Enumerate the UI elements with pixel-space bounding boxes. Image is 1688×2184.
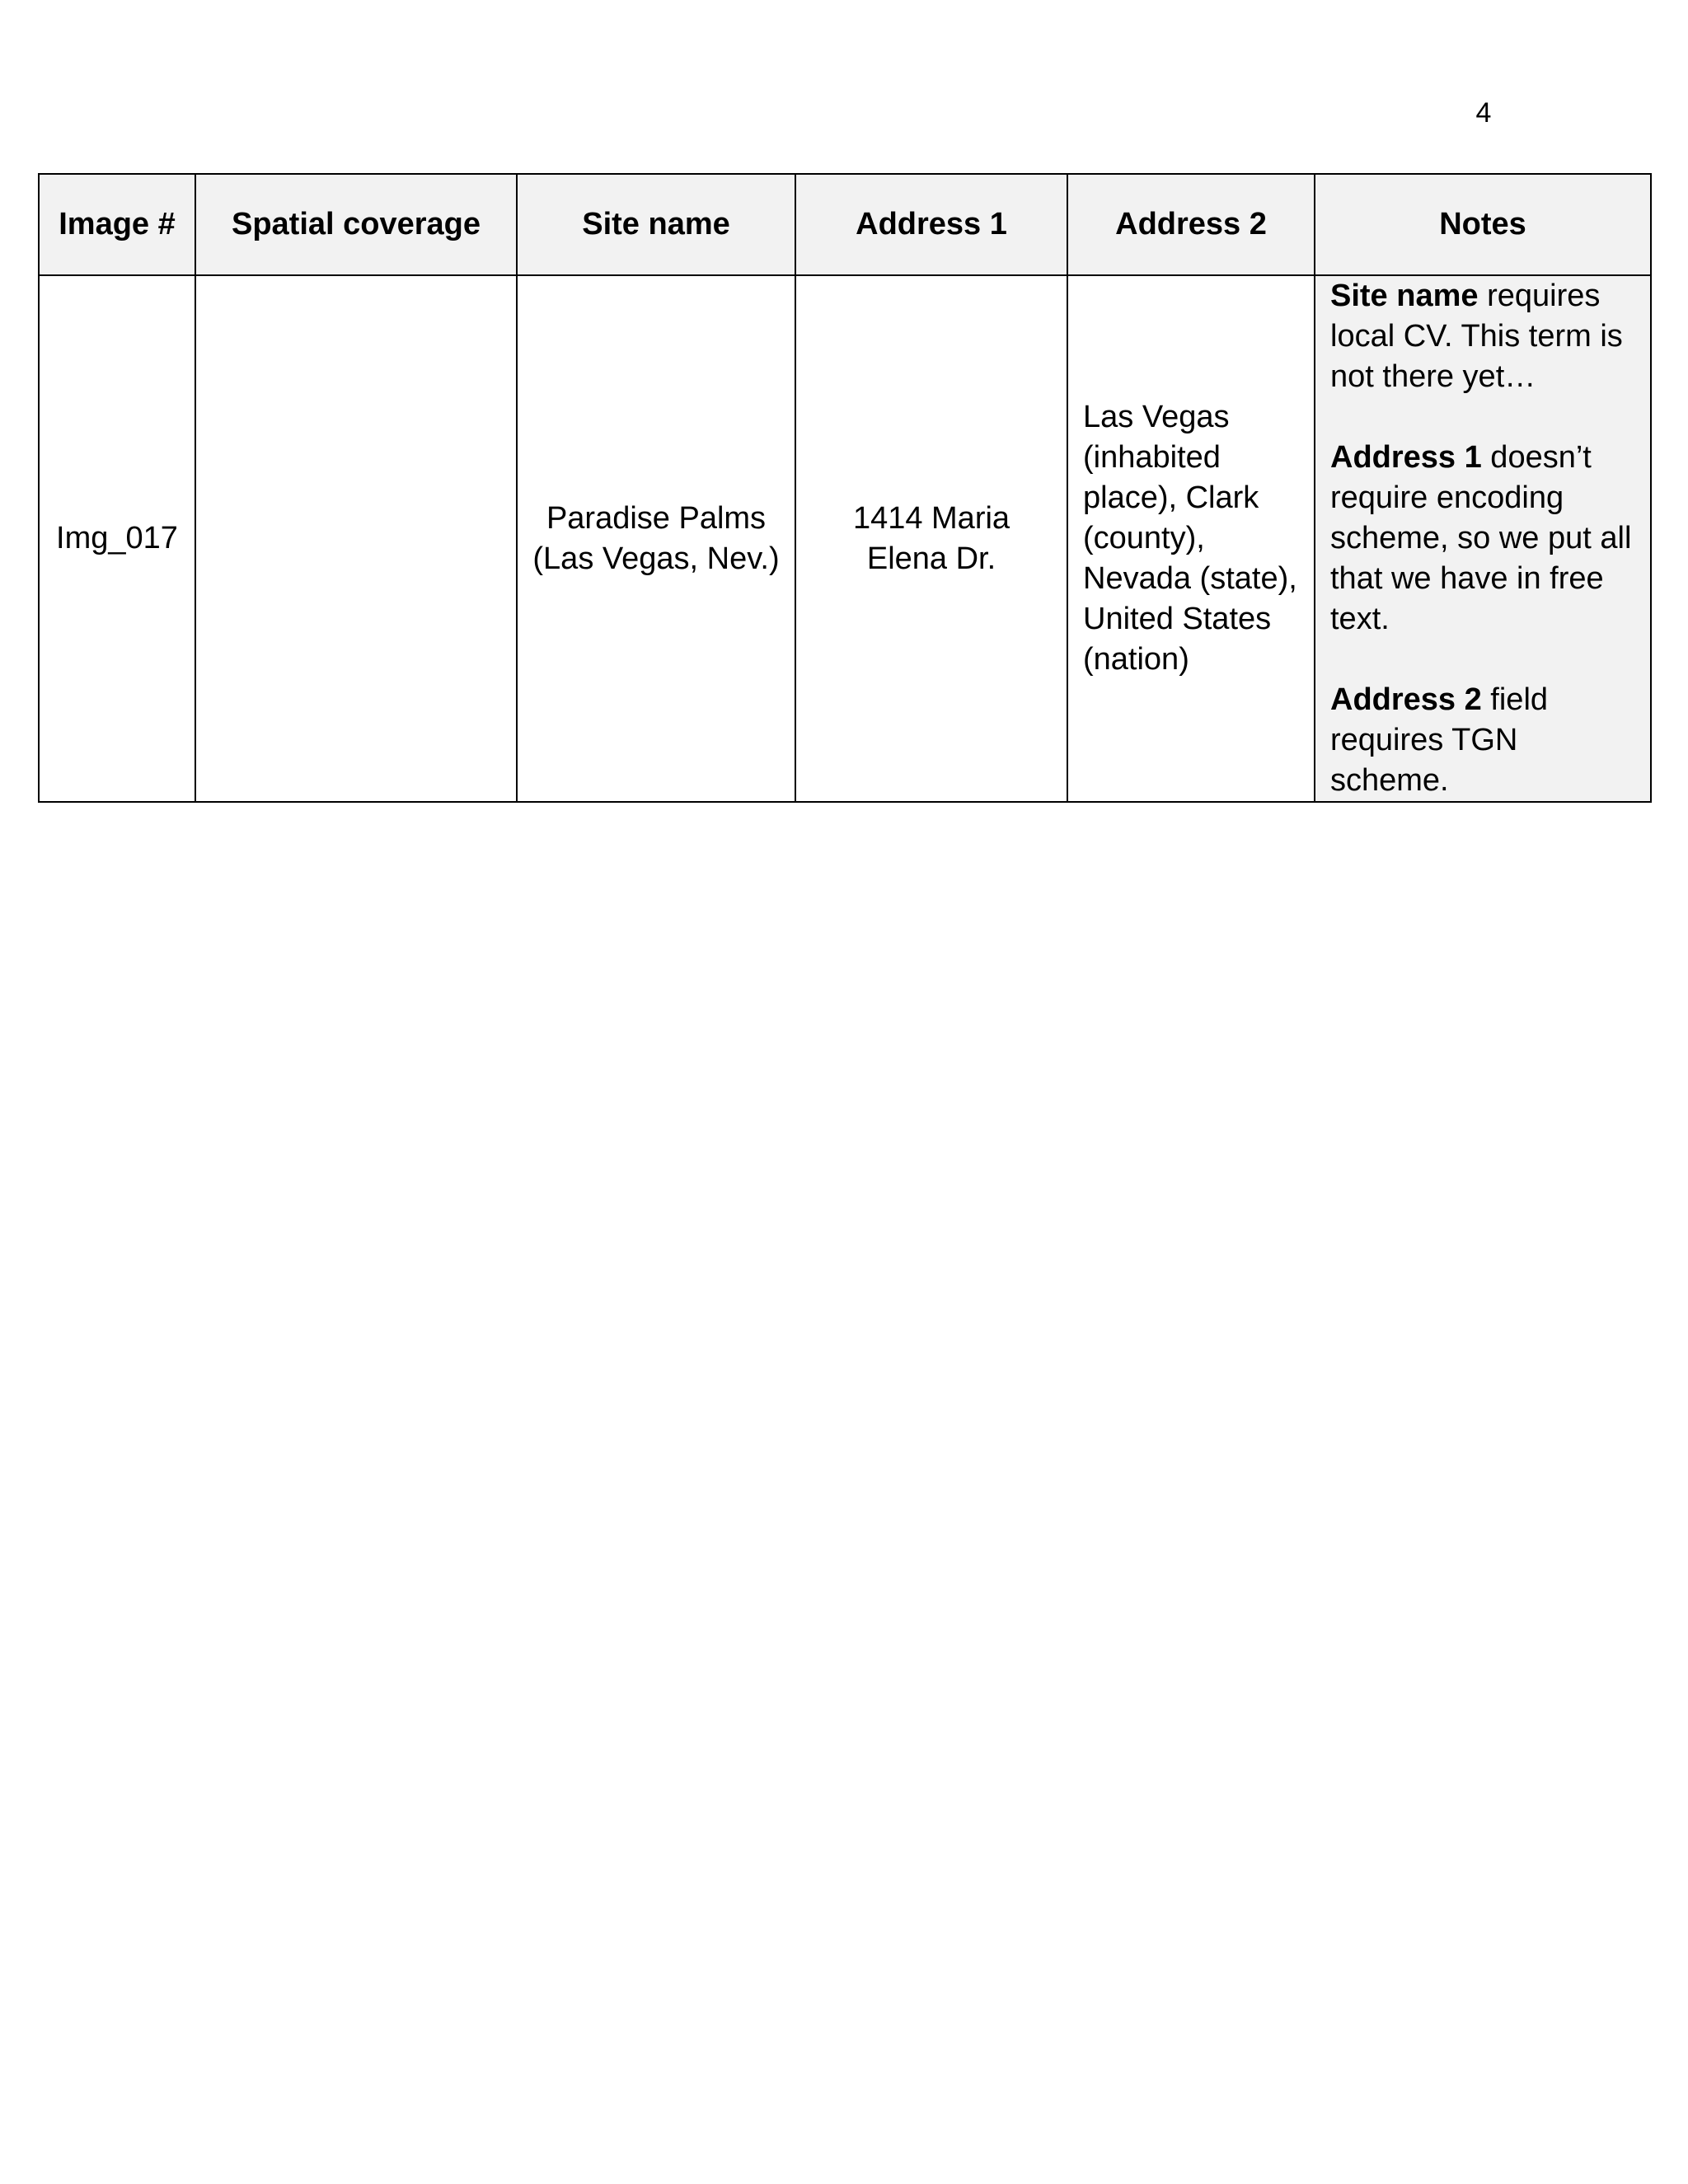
header-image-number: Image # bbox=[39, 174, 195, 275]
cell-image-number: Img_017 bbox=[39, 275, 195, 802]
header-site-name: Site name bbox=[517, 174, 795, 275]
header-address-2: Address 2 bbox=[1067, 174, 1315, 275]
note-text: doesn’t require encoding scheme, so we put all that we have in free text. bbox=[1330, 440, 1632, 636]
note-spacer bbox=[1330, 640, 1635, 680]
cell-site-name: Paradise Palms (Las Vegas, Nev.) bbox=[517, 275, 795, 802]
header-spatial-coverage: Spatial coverage bbox=[195, 174, 517, 275]
table-header-row bbox=[39, 174, 1651, 275]
note-spacer bbox=[1330, 397, 1635, 438]
note-address-1 bbox=[1330, 438, 1635, 640]
note-text: field requires TGN scheme. bbox=[1330, 682, 1549, 798]
note-label: Address 2 bbox=[1330, 682, 1482, 717]
cell-notes bbox=[1315, 275, 1651, 802]
cell-spatial-coverage bbox=[195, 275, 517, 802]
note-label: Site name bbox=[1330, 279, 1479, 313]
note-site-name bbox=[1330, 276, 1635, 397]
page-number: 4 bbox=[1475, 97, 1492, 129]
header-notes: Notes bbox=[1315, 174, 1651, 275]
header-address-1: Address 1 bbox=[795, 174, 1067, 275]
cell-address-1: 1414 Maria Elena Dr. bbox=[795, 275, 1067, 802]
note-text: requires local CV. This term is not there yet… bbox=[1330, 279, 1623, 394]
table-row bbox=[39, 275, 1651, 802]
note-address-2 bbox=[1330, 680, 1635, 801]
note-label: Address 1 bbox=[1330, 440, 1482, 475]
metadata-table bbox=[38, 173, 1652, 803]
cell-address-2: Las Vegas (inhabited place), Clark (county), Nevada (state), United States (nation) bbox=[1067, 275, 1315, 802]
